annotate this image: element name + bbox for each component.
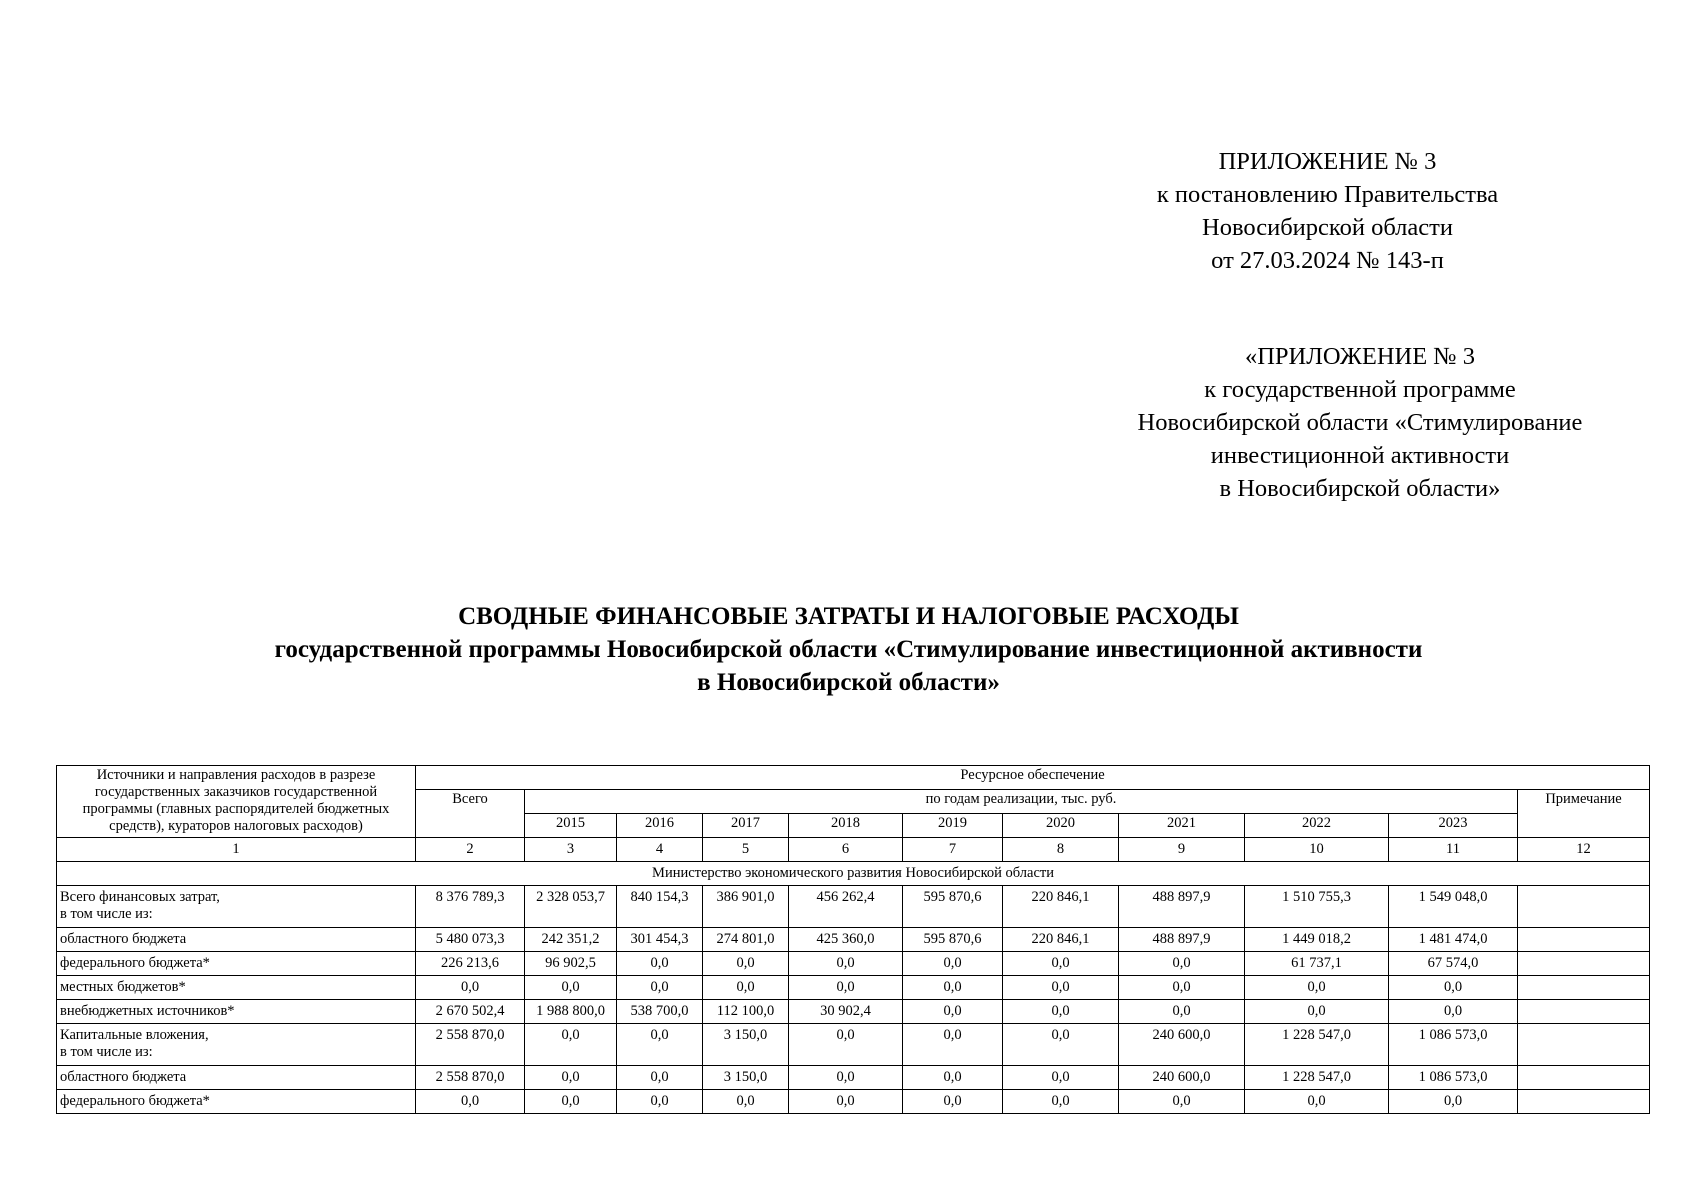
year-value-cell: 3 150,0: [703, 1066, 789, 1090]
ministry-cell: Министерство экономического развития Новосибирской области: [57, 862, 1650, 886]
column-number-cell: 11: [1389, 838, 1518, 862]
column-numbers-row: [57, 838, 1650, 862]
year-value-cell: 0,0: [789, 1066, 903, 1090]
year-value-cell: 538 700,0: [617, 1000, 703, 1024]
year-value-cell: 0,0: [1245, 976, 1389, 1000]
year-value-cell: 0,0: [1119, 952, 1245, 976]
header-year-cell: 2017: [703, 814, 789, 838]
row-label-cell: [57, 976, 416, 1000]
column-number-cell: 2: [416, 838, 525, 862]
table-row: [57, 952, 1650, 976]
total-cell: 5 480 073,3: [416, 928, 525, 952]
year-value-cell: 0,0: [617, 952, 703, 976]
column-number-cell: 10: [1245, 838, 1389, 862]
row-label-continuation: в том числе из:: [60, 1044, 153, 1060]
column-number-cell: 3: [525, 838, 617, 862]
year-value-cell: 0,0: [617, 1066, 703, 1090]
year-value-cell: 1 228 547,0: [1245, 1066, 1389, 1090]
row-label-cell: [57, 1090, 416, 1114]
year-value-cell: 96 902,5: [525, 952, 617, 976]
year-value-cell: 0,0: [1003, 1066, 1119, 1090]
year-value-cell: 0,0: [617, 976, 703, 1000]
year-value-cell: 0,0: [1389, 1000, 1518, 1024]
program-appendix: [1072, 340, 1648, 505]
column-number-cell: 8: [1003, 838, 1119, 862]
year-value-cell: 0,0: [525, 976, 617, 1000]
total-cell: 2 670 502,4: [416, 1000, 525, 1024]
table-row: [57, 1066, 1650, 1090]
row-label-cell: [57, 928, 416, 952]
year-value-cell: 0,0: [789, 976, 903, 1000]
total-cell: 226 213,6: [416, 952, 525, 976]
year-value-cell: 0,0: [703, 976, 789, 1000]
row-label-cell: [57, 1024, 416, 1066]
year-value-cell: 595 870,6: [903, 886, 1003, 928]
header-source-cell: Источники и направления расходов в разрезе государственных заказчиков государственной программы (главных распорядителей бюджетных средств), кураторов налоговых расходов): [57, 766, 416, 838]
column-number-cell: 4: [617, 838, 703, 862]
year-value-cell: 0,0: [617, 1090, 703, 1114]
year-value-cell: 595 870,6: [903, 928, 1003, 952]
row-label: федерального бюджета*: [60, 1093, 210, 1109]
note-cell: [1518, 1066, 1650, 1090]
year-value-cell: 30 902,4: [789, 1000, 903, 1024]
column-number-cell: 5: [703, 838, 789, 862]
header-year-cell: 2023: [1389, 814, 1518, 838]
year-value-cell: 0,0: [617, 1024, 703, 1066]
year-value-cell: 0,0: [789, 1090, 903, 1114]
header-year-cell: 2015: [525, 814, 617, 838]
year-value-cell: 0,0: [789, 1024, 903, 1066]
year-value-cell: 386 901,0: [703, 886, 789, 928]
table-row: [57, 928, 1650, 952]
appendix-line: к постановлению Правительства: [1156, 181, 1499, 208]
year-value-cell: 0,0: [1003, 1000, 1119, 1024]
year-value-cell: 0,0: [703, 952, 789, 976]
header-total-cell: Всего: [416, 790, 525, 838]
financial-expenses-table: [56, 765, 1650, 1114]
year-value-cell: 0,0: [525, 1024, 617, 1066]
row-label: федерального бюджета*: [60, 955, 210, 971]
year-value-cell: 488 897,9: [1119, 928, 1245, 952]
title-line: СВОДНЫЕ ФИНАНСОВЫЕ ЗАТРАТЫ И НАЛОГОВЫЕ РАСХОДЫ: [458, 603, 1239, 630]
year-value-cell: 67 574,0: [1389, 952, 1518, 976]
year-value-cell: 0,0: [1003, 976, 1119, 1000]
year-value-cell: 0,0: [1119, 1000, 1245, 1024]
year-value-cell: 0,0: [1119, 1090, 1245, 1114]
document-title: [0, 600, 1697, 699]
year-value-cell: 1 510 755,3: [1245, 886, 1389, 928]
year-value-cell: 0,0: [903, 952, 1003, 976]
year-value-cell: 456 262,4: [789, 886, 903, 928]
year-value-cell: 0,0: [1003, 1024, 1119, 1066]
note-cell: [1518, 1000, 1650, 1024]
title-line: в Новосибирской области»: [697, 669, 1000, 696]
row-label: областного бюджета: [60, 1069, 187, 1085]
header-year-cell: 2021: [1119, 814, 1245, 838]
program-appendix-line: «ПРИЛОЖЕНИЕ № 3: [1244, 343, 1476, 370]
appendix-line: ПРИЛОЖЕНИЕ № 3: [1218, 148, 1437, 175]
year-value-cell: 1 086 573,0: [1389, 1024, 1518, 1066]
year-value-cell: 1 549 048,0: [1389, 886, 1518, 928]
year-value-cell: 0,0: [903, 1000, 1003, 1024]
column-number-cell: 9: [1119, 838, 1245, 862]
government-decree-appendix: [1080, 145, 1575, 277]
note-cell: [1518, 976, 1650, 1000]
note-cell: [1518, 1024, 1650, 1066]
year-value-cell: 0,0: [1245, 1090, 1389, 1114]
row-label: областного бюджета: [60, 931, 187, 947]
year-value-cell: 0,0: [903, 1024, 1003, 1066]
table-row: [57, 1000, 1650, 1024]
year-value-cell: 0,0: [903, 1090, 1003, 1114]
year-value-cell: 0,0: [1003, 952, 1119, 976]
year-value-cell: 1 228 547,0: [1245, 1024, 1389, 1066]
row-label: Капитальные вложения,: [60, 1027, 209, 1043]
year-value-cell: 240 600,0: [1119, 1024, 1245, 1066]
year-value-cell: 3 150,0: [703, 1024, 789, 1066]
year-value-cell: 0,0: [1389, 976, 1518, 1000]
year-value-cell: 0,0: [1119, 976, 1245, 1000]
table-row: [57, 1024, 1650, 1066]
program-appendix-line: в Новосибирской области»: [1219, 475, 1501, 502]
total-cell: 0,0: [416, 976, 525, 1000]
year-value-cell: 0,0: [903, 1066, 1003, 1090]
year-value-cell: 2 328 053,7: [525, 886, 617, 928]
note-cell: [1518, 1090, 1650, 1114]
row-label-cell: [57, 952, 416, 976]
table-row: [57, 1090, 1650, 1114]
year-value-cell: 0,0: [789, 952, 903, 976]
table-row: [57, 886, 1650, 928]
header-note-cell: Примечание: [1518, 790, 1650, 838]
year-value-cell: 0,0: [525, 1066, 617, 1090]
header-year-cell: 2019: [903, 814, 1003, 838]
header-resources-cell: Ресурсное обеспечение: [416, 766, 1650, 790]
row-label-cell: [57, 1066, 416, 1090]
note-cell: [1518, 952, 1650, 976]
table-row: [57, 976, 1650, 1000]
header-year-cell: 2020: [1003, 814, 1119, 838]
header-by-years-cell: по годам реализации, тыс. руб.: [525, 790, 1518, 814]
year-value-cell: 0,0: [525, 1090, 617, 1114]
year-value-cell: 220 846,1: [1003, 886, 1119, 928]
title-line: государственной программы Новосибирской области «Стимулирование инвестиционной активности: [274, 636, 1423, 663]
year-value-cell: 61 737,1: [1245, 952, 1389, 976]
appendix-line: от 27.03.2024 № 143-п: [1211, 247, 1444, 274]
column-number-cell: 6: [789, 838, 903, 862]
column-number-cell: 7: [903, 838, 1003, 862]
row-label: местных бюджетов*: [60, 979, 186, 995]
total-cell: 2 558 870,0: [416, 1066, 525, 1090]
year-value-cell: 240 600,0: [1119, 1066, 1245, 1090]
year-value-cell: 425 360,0: [789, 928, 903, 952]
year-value-cell: 488 897,9: [1119, 886, 1245, 928]
year-value-cell: 0,0: [1003, 1090, 1119, 1114]
column-number-cell: 12: [1518, 838, 1650, 862]
year-value-cell: 0,0: [703, 1090, 789, 1114]
note-cell: [1518, 886, 1650, 928]
year-value-cell: 840 154,3: [617, 886, 703, 928]
year-value-cell: 0,0: [903, 976, 1003, 1000]
total-cell: 0,0: [416, 1090, 525, 1114]
header-row: [57, 766, 1650, 790]
year-value-cell: 0,0: [1245, 1000, 1389, 1024]
row-label-continuation: в том числе из:: [60, 906, 153, 922]
row-label-cell: [57, 886, 416, 928]
year-value-cell: 242 351,2: [525, 928, 617, 952]
note-cell: [1518, 928, 1650, 952]
year-value-cell: 1 449 018,2: [1245, 928, 1389, 952]
appendix-line: Новосибирской области: [1202, 214, 1453, 241]
year-value-cell: 1 086 573,0: [1389, 1066, 1518, 1090]
year-value-cell: 1 988 800,0: [525, 1000, 617, 1024]
ministry-row: [57, 862, 1650, 886]
year-value-cell: 220 846,1: [1003, 928, 1119, 952]
header-year-cell: 2016: [617, 814, 703, 838]
year-value-cell: 274 801,0: [703, 928, 789, 952]
total-cell: 8 376 789,3: [416, 886, 525, 928]
program-appendix-line: Новосибирской области «Стимулирование: [1137, 409, 1583, 436]
year-value-cell: 112 100,0: [703, 1000, 789, 1024]
row-label: Всего финансовых затрат,: [60, 889, 220, 905]
program-appendix-line: инвестиционной активности: [1210, 442, 1510, 469]
header-year-cell: 2018: [789, 814, 903, 838]
column-number-cell: 1: [57, 838, 416, 862]
year-value-cell: 301 454,3: [617, 928, 703, 952]
row-label-cell: [57, 1000, 416, 1024]
year-value-cell: 0,0: [1389, 1090, 1518, 1114]
program-appendix-line: к государственной программе: [1204, 376, 1516, 403]
row-label: внебюджетных источников*: [60, 1003, 235, 1019]
year-value-cell: 1 481 474,0: [1389, 928, 1518, 952]
header-year-cell: 2022: [1245, 814, 1389, 838]
total-cell: 2 558 870,0: [416, 1024, 525, 1066]
